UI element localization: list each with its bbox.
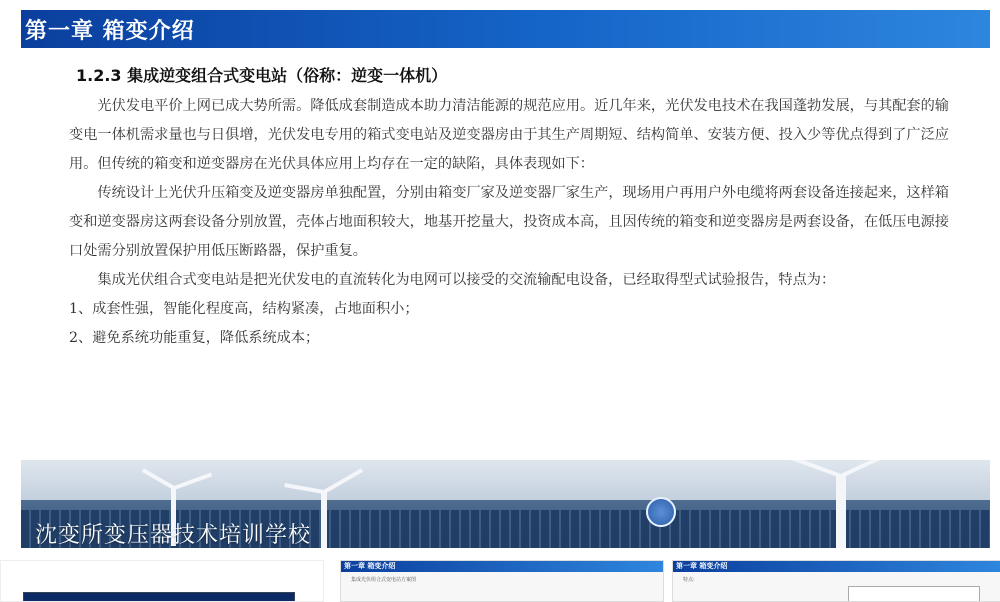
paragraph-1: 光伏发电平价上网已成大势所需。降低成套制造成本助力清洁能源的规范应用。近几年来，光伏发电技术在我国蓬勃发展，与其配套的输变电一体机需求量也与日俱增，光伏发电专用的箱式变电站及逆变器房由于其生产周期短、结构简单、安装方便、投入少等优点得到了广泛应用。但传统的箱变和逆变器房在光伏具体应用上均存在一定的缺陷，具体表现如下： [69, 98, 949, 172]
paragraph-2: 传统设计上光伏升压箱变及逆变器房单独配置，分别由箱变厂家及逆变器厂家生产，现场用户再用户外电缆将两套设备连接起来，这样箱变和逆变器房这两套设备分别放置，壳体占地面积较大，地基开挖量大，投资成本高，且因传统的箱变和逆变器房是两套设备，在低压电源接口处需分别放置保护用低压断路器，保护重复。 [69, 185, 949, 259]
thumbnail-title: 第一章 箱变介绍 [341, 561, 663, 572]
body-text [69, 92, 949, 353]
chapter-header [21, 10, 990, 48]
section-title: 1.2.3 集成逆变组合式变电站（俗称：逆变一体机） [76, 66, 448, 85]
slide [21, 10, 990, 548]
thumbnail-dark-panel [23, 592, 295, 602]
footer-banner [21, 460, 990, 548]
slide-thumbnail-2[interactable] [340, 560, 664, 602]
sun-icon [646, 497, 676, 527]
paragraph-3: 集成光伏组合式变电站是把光伏发电的直流转化为电网可以接受的交流输配电设备，已经取得型式试验报告，特点为： [97, 272, 836, 288]
thumbnail-title: 第一章 箱变介绍 [673, 561, 1000, 572]
footer-school-name: 沈变所变压器技术培训学校 [35, 523, 312, 548]
list-item-2: 2、避免系统功能重复，降低系统成本； [69, 330, 320, 346]
chapter-title: 第一章 箱变介绍 [25, 19, 195, 44]
slide-thumbnail-1[interactable] [0, 560, 324, 602]
list-item-1: 1、成套性强，智能化程度高，结构紧凑，占地面积小； [69, 301, 419, 317]
slide-thumbnail-3[interactable] [672, 560, 1000, 602]
thumbnail-caption: 集成光伏组合式变电站方案图 [351, 577, 417, 583]
thumbnail-caption: 特点: [683, 577, 695, 583]
